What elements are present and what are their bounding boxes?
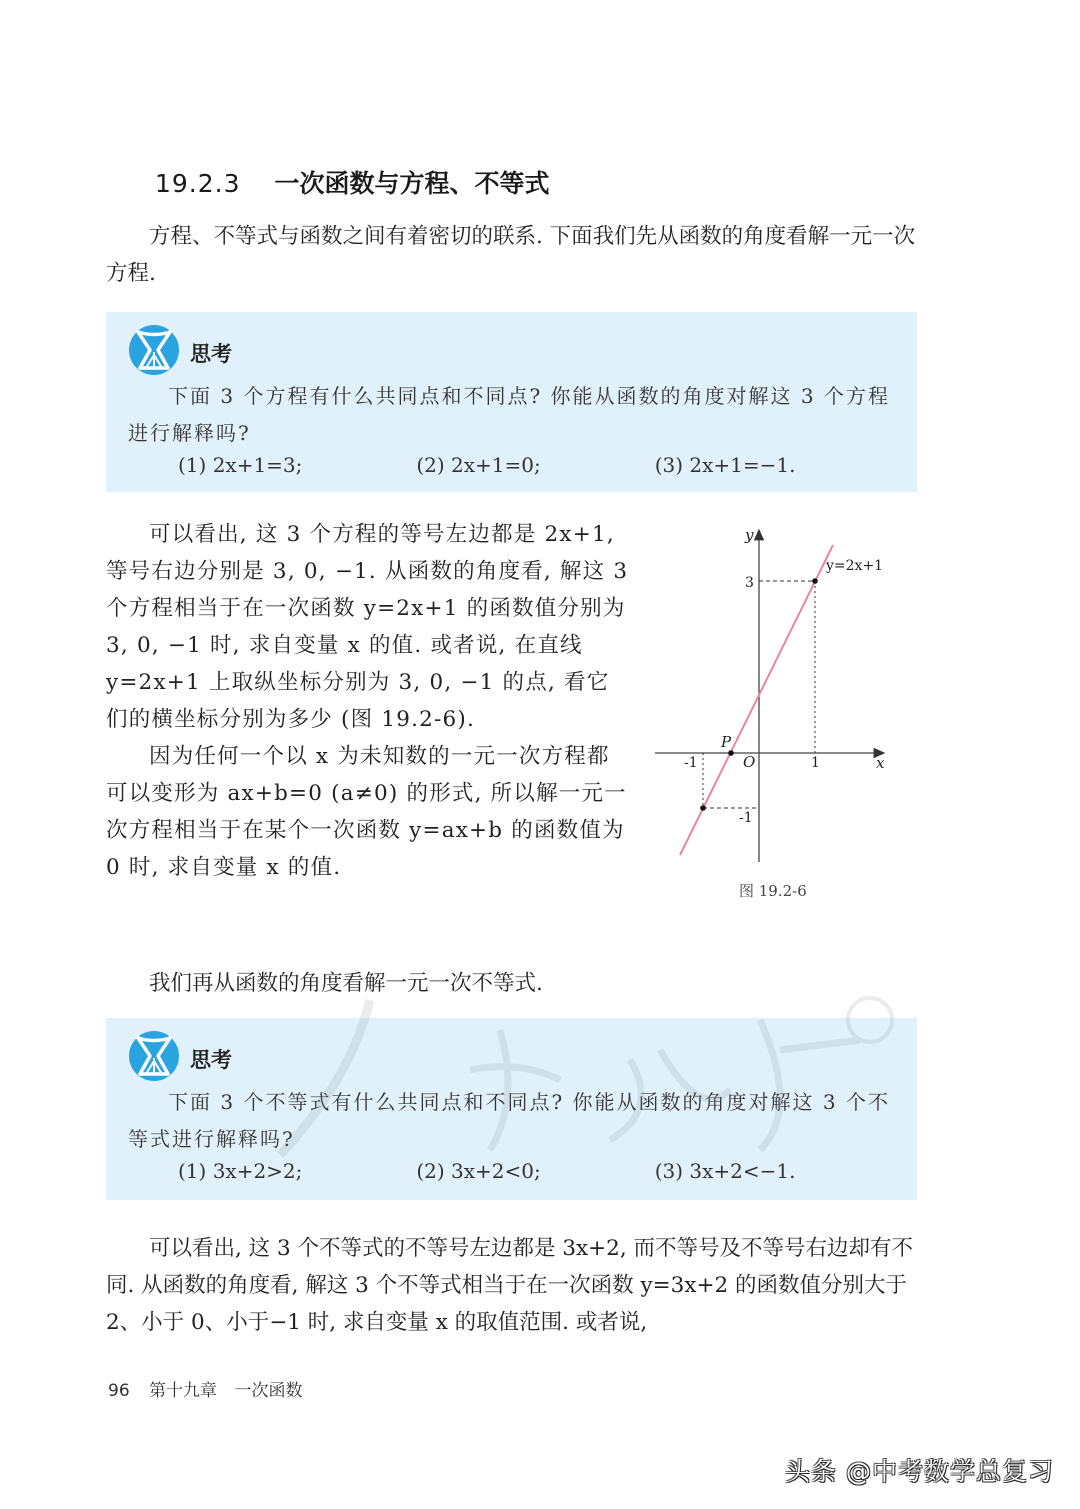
think-label: 思考 [190, 342, 232, 366]
x-axis-label: x [876, 754, 885, 772]
origin-label: O [743, 753, 756, 771]
page-number: 96 [108, 1381, 130, 1401]
x-tick-1: 1 [811, 755, 820, 771]
intro-paragraph [106, 218, 921, 292]
hourglass-think-icon [128, 1030, 180, 1082]
equation-item: (1) 2x+1=3; [178, 453, 303, 477]
intro-text: 方程、不等式与函数之间有着密切的联系. 下面我们先从函数的角度看解一元一次方程. [106, 224, 916, 286]
point-p-label: P [721, 733, 732, 751]
toutiao-watermark: 头条 @中考数学总复习 [785, 1457, 1054, 1486]
think-label: 思考 [190, 1048, 232, 1072]
figure-graph-y-2x-plus-1 [640, 515, 910, 915]
page-footer [108, 1376, 302, 1401]
section-heading [155, 164, 550, 200]
think-box-inequalities [106, 1018, 917, 1200]
inequality-analysis [106, 1230, 921, 1341]
hourglass-think-icon [128, 324, 180, 376]
equation-analysis [106, 516, 631, 886]
inequality-item: (3) 3x+2<−1. [654, 1159, 796, 1183]
think-question-text: 下面 3 个方程有什么共同点和不同点? 你能从函数的角度对解这 3 个方程进行解释吗? [128, 384, 890, 445]
section-title: 一次函数与方程、不等式 [274, 169, 550, 198]
line-label: y=2x+1 [826, 558, 884, 574]
inequality-item: (1) 3x+2>2; [178, 1159, 303, 1183]
think-question [128, 378, 903, 452]
figure-caption: 图 19.2-6 [739, 882, 807, 900]
analysis-paragraph-2: 因为任何一个以 x 为未知数的一元一次方程都可以变形为 ax+b=0 (a≠0) 的形式, 所以解一元一次方程相当于在某个一次函数 y=ax+b 的函数值为 0 时, 求自变量 x 的值. [106, 744, 627, 880]
inequality-intro [106, 965, 921, 1002]
think-question-text: 下面 3 个不等式有什么共同点和不同点? 你能从函数的角度对解这 3 个不等式进行解释吗? [128, 1090, 890, 1151]
chapter-number: 第十九章 [149, 1381, 218, 1401]
section-number: 19.2.3 [155, 169, 241, 198]
equation-item: (3) 2x+1=−1. [654, 453, 796, 477]
equation-list [178, 453, 796, 477]
y-tick-neg-1: -1 [739, 810, 753, 826]
y-tick-3: 3 [745, 575, 754, 591]
inequality-list [178, 1159, 796, 1183]
think-box-equations [106, 312, 917, 492]
y-axis-label: y [745, 526, 754, 544]
x-tick-neg-1: -1 [684, 755, 698, 771]
chapter-title: 一次函数 [234, 1381, 303, 1401]
inequality-intro-text: 我们再从函数的角度看解一元一次不等式. [149, 971, 543, 996]
analysis-paragraph-1: 可以看出, 这 3 个方程的等号左边都是 2x+1, 等号右边分别是 3, 0, −1. 从函数的角度看, 解这 3 个方程相当于在一次函数 y=2x+1 的函数值分别为 3, 0, −1 时, 求自变量 x 的值. 或者说, 在直线 y=2x+1 上取纵坐标分别为 3, 0, −1 的点, 看它们的横坐标分别为多少 (图 19.2-6). [106, 522, 629, 732]
think-question [128, 1084, 903, 1158]
equation-item: (2) 2x+1=0; [416, 453, 541, 477]
inequality-analysis-text: 可以看出, 这 3 个不等式的不等号左边都是 3x+2, 而不等号及不等号右边却有不同. 从函数的角度看, 解这 3 个不等式相当于在一次函数 y=3x+2 的函数值分别大于 2、小于 0、小于−1 时, 求自变量 x 的取值范围. 或者说, [106, 1236, 914, 1335]
inequality-item: (2) 3x+2<0; [416, 1159, 541, 1183]
